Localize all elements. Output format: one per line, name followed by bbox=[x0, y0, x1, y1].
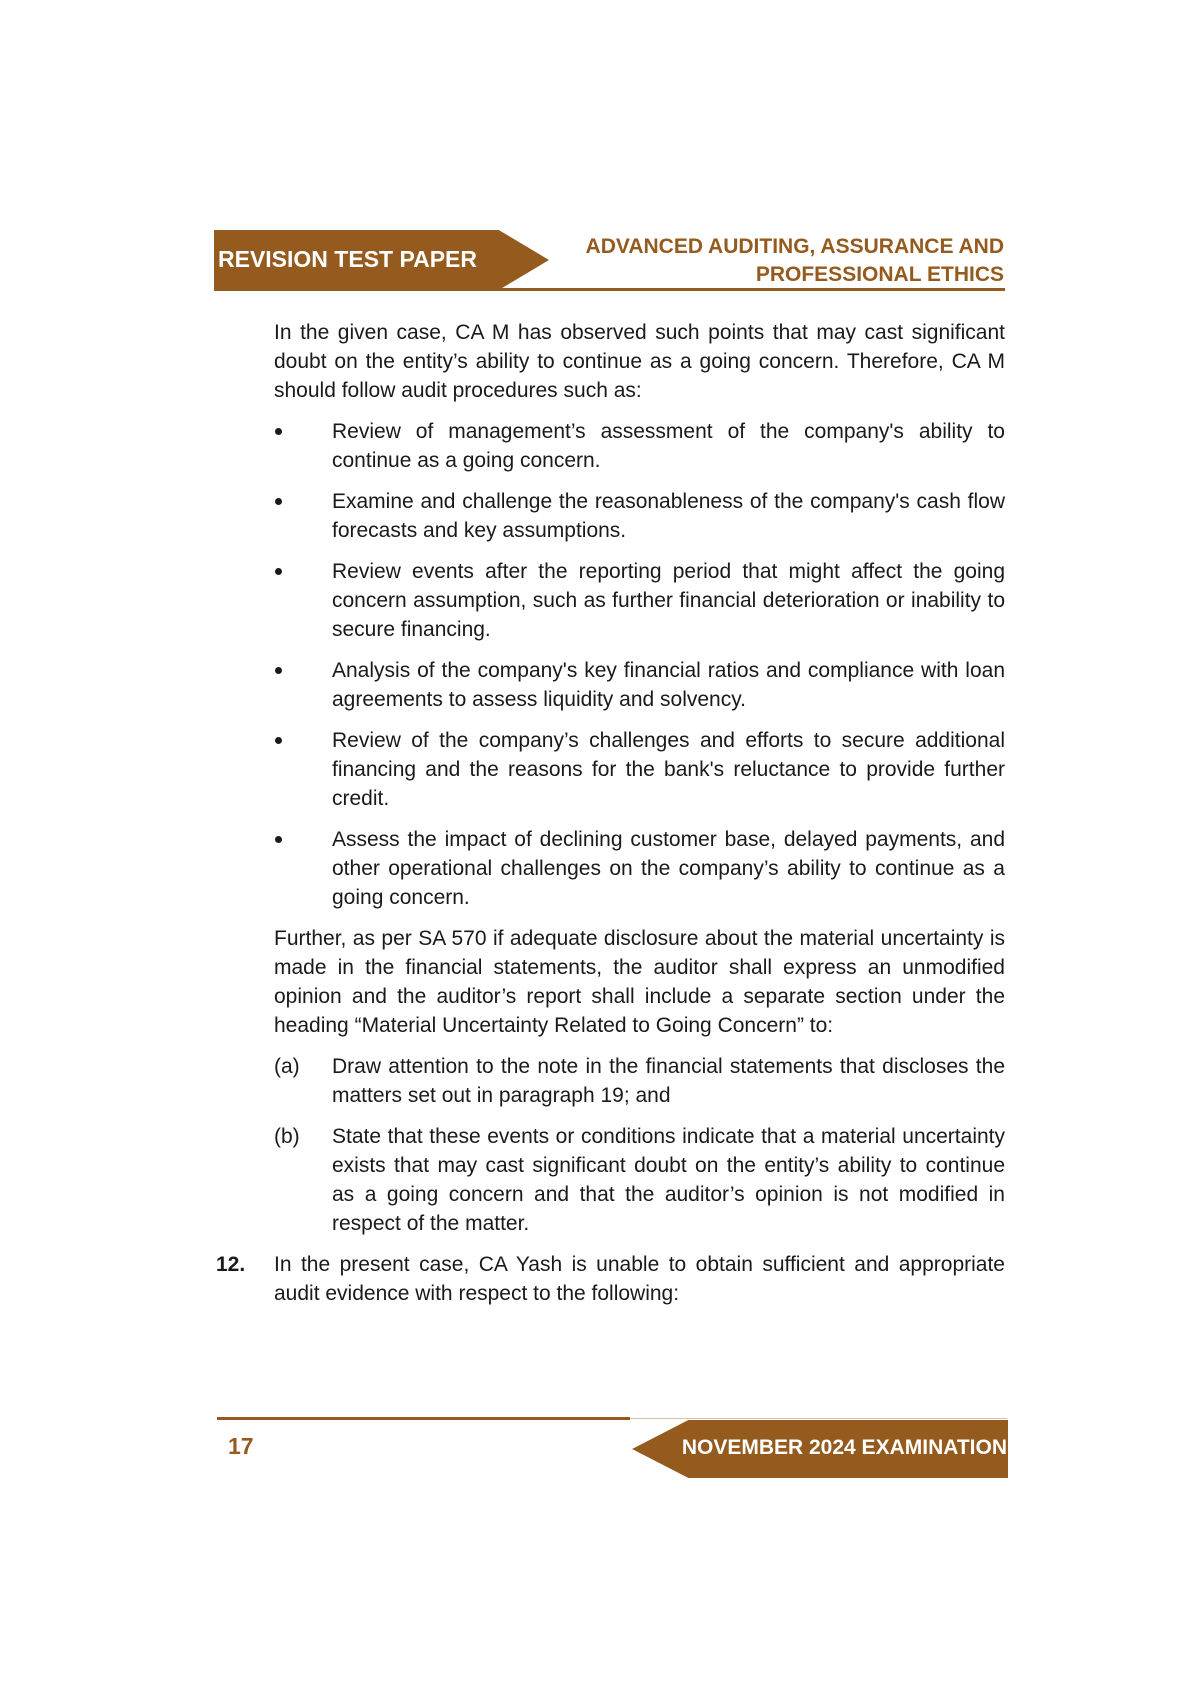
bullet-icon bbox=[275, 737, 282, 744]
sub-item-text: Draw attention to the note in the financial statements that discloses the matters set out in paragraph 19; and bbox=[332, 1055, 1005, 1107]
list-item-text: Review of management’s assessment of the company's ability to continue as a going concern. bbox=[332, 420, 1005, 472]
sub-item-text: State that these events or conditions indicate that a material uncertainty exists that may cast significant doubt on the entity’s ability to continue as a going concern and that the auditor’s opinion is not modified in respect of the matter. bbox=[332, 1125, 1005, 1235]
header-subject-line2: PROFESSIONAL ETHICS bbox=[755, 263, 1004, 286]
list-item bbox=[274, 656, 1005, 714]
footer-rule-thin bbox=[630, 1418, 1007, 1419]
header-tab-label: REVISION TEST PAPER bbox=[218, 246, 478, 272]
procedure-list bbox=[274, 417, 1005, 912]
bullet-icon bbox=[275, 428, 282, 435]
sub-item-list bbox=[274, 1052, 1005, 1238]
sub-item-label: (a) bbox=[274, 1055, 300, 1078]
bullet-icon bbox=[275, 498, 282, 505]
list-item-text: Review of the company’s challenges and efforts to secure additional financing and the reasons for the bank's reluctance to provide further credit. bbox=[332, 729, 1005, 810]
list-item-text: Examine and challenge the reasonableness of the company's cash flow forecasts and key assumptions. bbox=[332, 490, 1005, 542]
sub-item bbox=[274, 1052, 1005, 1110]
list-item-text: Analysis of the company's key financial ratios and compliance with loan agreements to assess liquidity and solvency. bbox=[332, 659, 1005, 711]
list-item bbox=[274, 825, 1005, 912]
page-content bbox=[216, 318, 1005, 1308]
intro-paragraph: In the given case, CA M has observed such points that may cast significant doubt on the entity’s ability to continue as a going concern. Therefore, CA M should follow audit procedures such as: bbox=[274, 321, 1005, 402]
header-subject-line1: ADVANCED AUDITING, ASSURANCE AND bbox=[585, 235, 1004, 258]
footer-exam-label: NOVEMBER 2024 EXAMINATION bbox=[681, 1436, 1007, 1459]
question-text: In the present case, CA Yash is unable to obtain sufficient and appropriate audit evidence with respect to the following: bbox=[274, 1253, 1005, 1305]
bullet-icon bbox=[275, 836, 282, 843]
list-item bbox=[274, 557, 1005, 644]
sub-item bbox=[274, 1122, 1005, 1238]
header-rule bbox=[214, 288, 1005, 291]
page-number: 17 bbox=[228, 1433, 254, 1459]
further-paragraph: Further, as per SA 570 if adequate disclosure about the material uncertainty is made in the financial statements, the auditor shall express an unmodified opinion and the auditor’s report shall include a separate section under the heading “Material Uncertainty Related to Going Concern” to: bbox=[274, 927, 1005, 1037]
question-number: 12. bbox=[216, 1253, 246, 1276]
footer-rule bbox=[217, 1417, 630, 1420]
bullet-icon bbox=[275, 667, 282, 674]
list-item-text: Assess the impact of declining customer base, delayed payments, and other operational challenges on the company’s ability to continue as a going concern. bbox=[332, 828, 1005, 909]
bullet-icon bbox=[275, 568, 282, 575]
header-subject bbox=[586, 233, 1004, 289]
list-item bbox=[274, 487, 1005, 545]
list-item bbox=[274, 417, 1005, 475]
list-item-text: Review events after the reporting period that might affect the going concern assumption, such as further financial deterioration or inability to secure financing. bbox=[332, 560, 1005, 641]
question-12 bbox=[216, 1250, 1005, 1308]
list-item bbox=[274, 726, 1005, 813]
sub-item-label: (b) bbox=[274, 1125, 300, 1148]
